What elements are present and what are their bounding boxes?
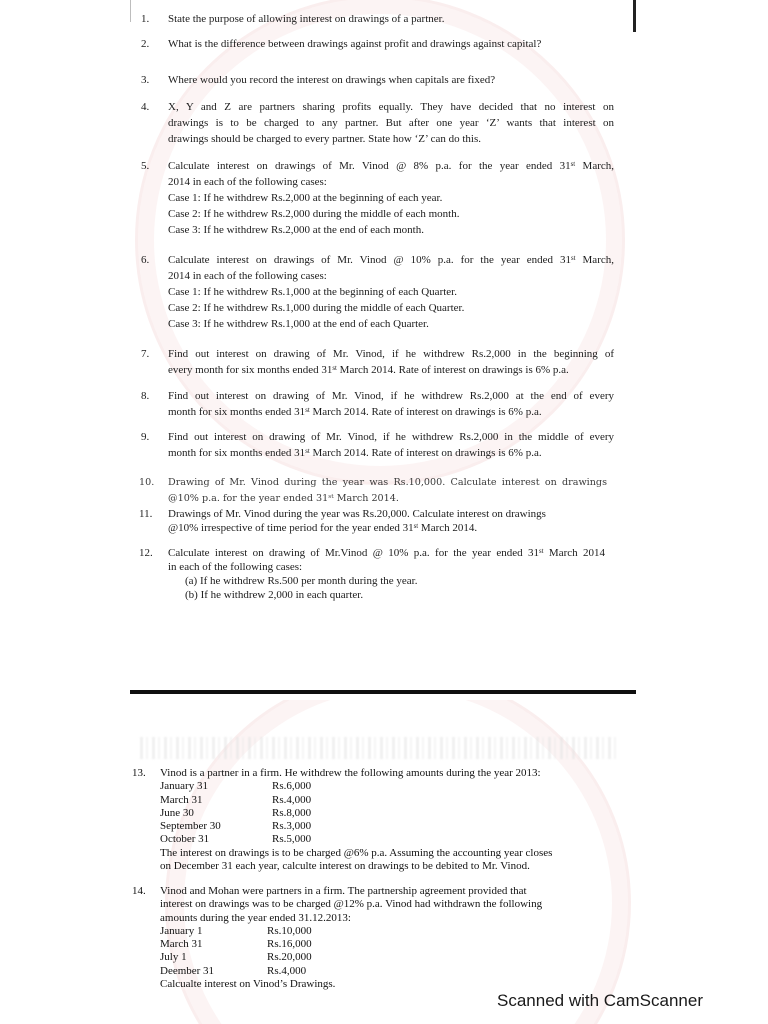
question-number: 10. xyxy=(139,477,155,488)
question-text xyxy=(160,767,600,873)
drawing-amount: Rs.20,000 xyxy=(267,951,312,964)
drawing-row xyxy=(160,780,600,793)
drawing-amount: Rs.16,000 xyxy=(267,938,312,951)
question-text-line: Drawing of Mr. Vinod during the year was Rs.10,000. Calculate interest on drawings xyxy=(168,477,607,488)
drawing-row xyxy=(160,925,600,938)
question-12 xyxy=(139,546,619,602)
drawing-date: March 31 xyxy=(160,793,203,806)
question-text-line: @10% p.a. for the year ended 31st March 2014. xyxy=(168,493,399,504)
drawing-date: Deember 31 xyxy=(160,964,215,977)
question-text-line: The interest on drawings is to be charged @6% p.a. Assuming the accounting year closes xyxy=(160,846,553,859)
question-text xyxy=(168,475,607,507)
question-number: 4. xyxy=(141,101,150,113)
page-separator-line xyxy=(130,690,636,694)
question-text-line: month for six months ended 31st March 2014. Rate of interest on drawings is 6% p.a. xyxy=(168,406,542,418)
drawing-row xyxy=(160,951,600,964)
question-text xyxy=(168,546,605,602)
question-text xyxy=(168,158,614,238)
question-number: 9. xyxy=(141,431,150,443)
question-text-line: Calculate interest on drawings of Mr. Vinod @ 8% p.a. for the year ended 31st March, xyxy=(168,160,614,172)
question-text-line: What is the difference between drawings against profit and drawings against capital? xyxy=(168,38,542,50)
drawing-amount: Rs.4,000 xyxy=(272,793,312,806)
drawing-row xyxy=(160,820,600,833)
question-number: 6. xyxy=(141,254,150,266)
question-text xyxy=(168,346,614,378)
drawing-date: July 1 xyxy=(160,951,187,964)
scanner-watermark-text: Scanned with CamScanner xyxy=(497,991,704,1010)
question-8 xyxy=(139,388,619,420)
drawing-date: September 30 xyxy=(160,820,221,833)
question-number: 13. xyxy=(132,767,146,779)
drawing-date: January 31 xyxy=(160,780,208,793)
case-line: Case 1: If he withdrew Rs.1,000 at the beginning of each Quarter. xyxy=(168,286,457,298)
question-text xyxy=(160,885,600,991)
question-text-line: Find out interest on drawing of Mr. Vinod, if he withdrew Rs.2,000 in the middle of every xyxy=(168,431,614,443)
bleed-through-band xyxy=(140,737,620,759)
question-text-line: month for six months ended 31st March 2014. Rate of interest on drawings is 6% p.a. xyxy=(168,447,542,459)
question-2 xyxy=(139,36,619,52)
question-text xyxy=(168,388,614,420)
question-text-line: on December 31 each year, calculte interest on drawings to be debited to Mr. Vinod. xyxy=(160,860,530,873)
drawing-row xyxy=(160,938,600,951)
question-number: 2. xyxy=(141,38,150,50)
case-line: Case 2: If he withdrew Rs.2,000 during the middle of each month. xyxy=(168,208,460,220)
drawing-amount: Rs.10,000 xyxy=(267,924,312,937)
question-text-line: State the purpose of allowing interest on drawings of a partner. xyxy=(168,13,445,25)
question-6 xyxy=(139,252,619,332)
drawing-row xyxy=(160,833,600,846)
case-line: Case 3: If he withdrew Rs.2,000 at the end of each month. xyxy=(168,224,424,236)
question-9 xyxy=(139,429,619,461)
question-text-line: drawings is to be charged to any partner. But after one year ‘Z’ wants that interest on xyxy=(168,117,614,129)
question-text-line: @10% irrespective of time period for the year ended 31st March 2014. xyxy=(168,522,478,534)
question-text-line: amounts during the year ended 31.12.2013: xyxy=(160,911,351,924)
question-text-line: drawings should be charged to every partner. State how ‘Z’ can do this. xyxy=(168,133,482,145)
question-text xyxy=(168,507,614,535)
drawing-row xyxy=(160,965,600,978)
question-number: 1. xyxy=(141,13,150,25)
question-text-line: Find out interest on drawing of Mr. Vinod, if he withdrew Rs.2,000 in the beginning of xyxy=(168,348,614,360)
question-11 xyxy=(139,507,619,535)
question-text xyxy=(168,99,614,147)
question-text-line: 2014 in each of the following cases: xyxy=(168,176,327,188)
question-number: 11. xyxy=(139,508,153,520)
drawing-amount: Rs.4,000 xyxy=(267,964,307,977)
question-text-line: interest on drawings was to be charged @12% p.a. Vinod had withdrawn the following xyxy=(160,898,543,911)
question-text xyxy=(168,11,614,27)
question-1 xyxy=(139,11,619,27)
drawing-date: January 1 xyxy=(160,924,203,937)
question-text-line: Where would you record the interest on drawings when capitals are fixed? xyxy=(168,74,496,86)
question-5 xyxy=(139,158,619,238)
drawing-amount: Rs.3,000 xyxy=(272,820,312,833)
drawing-amount: Rs.8,000 xyxy=(272,806,312,819)
case-line: Case 3: If he withdrew Rs.1,000 at the end of each Quarter. xyxy=(168,318,429,330)
question-4 xyxy=(139,99,619,147)
question-13 xyxy=(132,767,612,873)
question-14 xyxy=(132,885,612,991)
question-text-line: X, Y and Z are partners sharing profits equally. They have decided that no interest on xyxy=(168,101,614,113)
question-text xyxy=(168,429,614,461)
question-text-line: 2014 in each of the following cases: xyxy=(168,270,327,282)
drawing-row xyxy=(160,807,600,820)
question-text xyxy=(168,72,614,88)
case-line: Case 1: If he withdrew Rs.2,000 at the beginning of each year. xyxy=(168,192,443,204)
question-text-line: Find out interest on drawing of Mr. Vinod, if he withdrew Rs.2,000 at the end of every xyxy=(168,390,614,402)
question-number: 7. xyxy=(141,348,150,360)
drawing-date: June 30 xyxy=(160,806,194,819)
question-text xyxy=(168,36,614,52)
question-10 xyxy=(139,475,619,507)
question-number: 12. xyxy=(139,547,153,559)
question-3 xyxy=(139,72,619,88)
question-text-line: every month for six months ended 31st March 2014. Rate of interest on drawings is 6% p.a. xyxy=(168,364,569,376)
question-number: 14. xyxy=(132,885,146,897)
question-text-line: Calculate interest on drawing of Mr.Vinod @ 10% p.a. for the year ended 31st March 2014 xyxy=(168,547,605,559)
case-line: (a) If he withdrew Rs.500 per month during the year. xyxy=(185,575,418,587)
question-text-line: Vinod and Mohan were partners in a firm. The partnership agreement provided that xyxy=(160,885,527,897)
case-line: (b) If he withdrew 2,000 in each quarter. xyxy=(185,589,364,601)
question-7 xyxy=(139,346,619,378)
question-text-line: in each of the following cases: xyxy=(168,561,303,573)
question-text-line: Vinod is a partner in a firm. He withdrew the following amounts during the year 2013: xyxy=(160,767,541,779)
question-text-line: Drawings of Mr. Vinod during the year was Rs.20,000. Calculate interest on drawings xyxy=(168,508,546,520)
question-number: 5. xyxy=(141,160,150,172)
drawing-date: October 31 xyxy=(160,833,210,846)
question-number: 8. xyxy=(141,390,150,402)
case-line: Case 2: If he withdrew Rs.1,000 during the middle of each Quarter. xyxy=(168,302,465,314)
question-text-line: Calcualte interest on Vinod’s Drawings. xyxy=(160,978,336,991)
drawing-amount: Rs.6,000 xyxy=(272,780,312,793)
question-text-line: Calculate interest on drawings of Mr. Vinod @ 10% p.a. for the year ended 31st March, xyxy=(168,254,614,266)
drawing-row xyxy=(160,794,600,807)
question-number: 3. xyxy=(141,74,150,86)
drawing-amount: Rs.5,000 xyxy=(272,833,312,846)
drawing-date: March 31 xyxy=(160,938,203,951)
question-text xyxy=(168,252,614,332)
